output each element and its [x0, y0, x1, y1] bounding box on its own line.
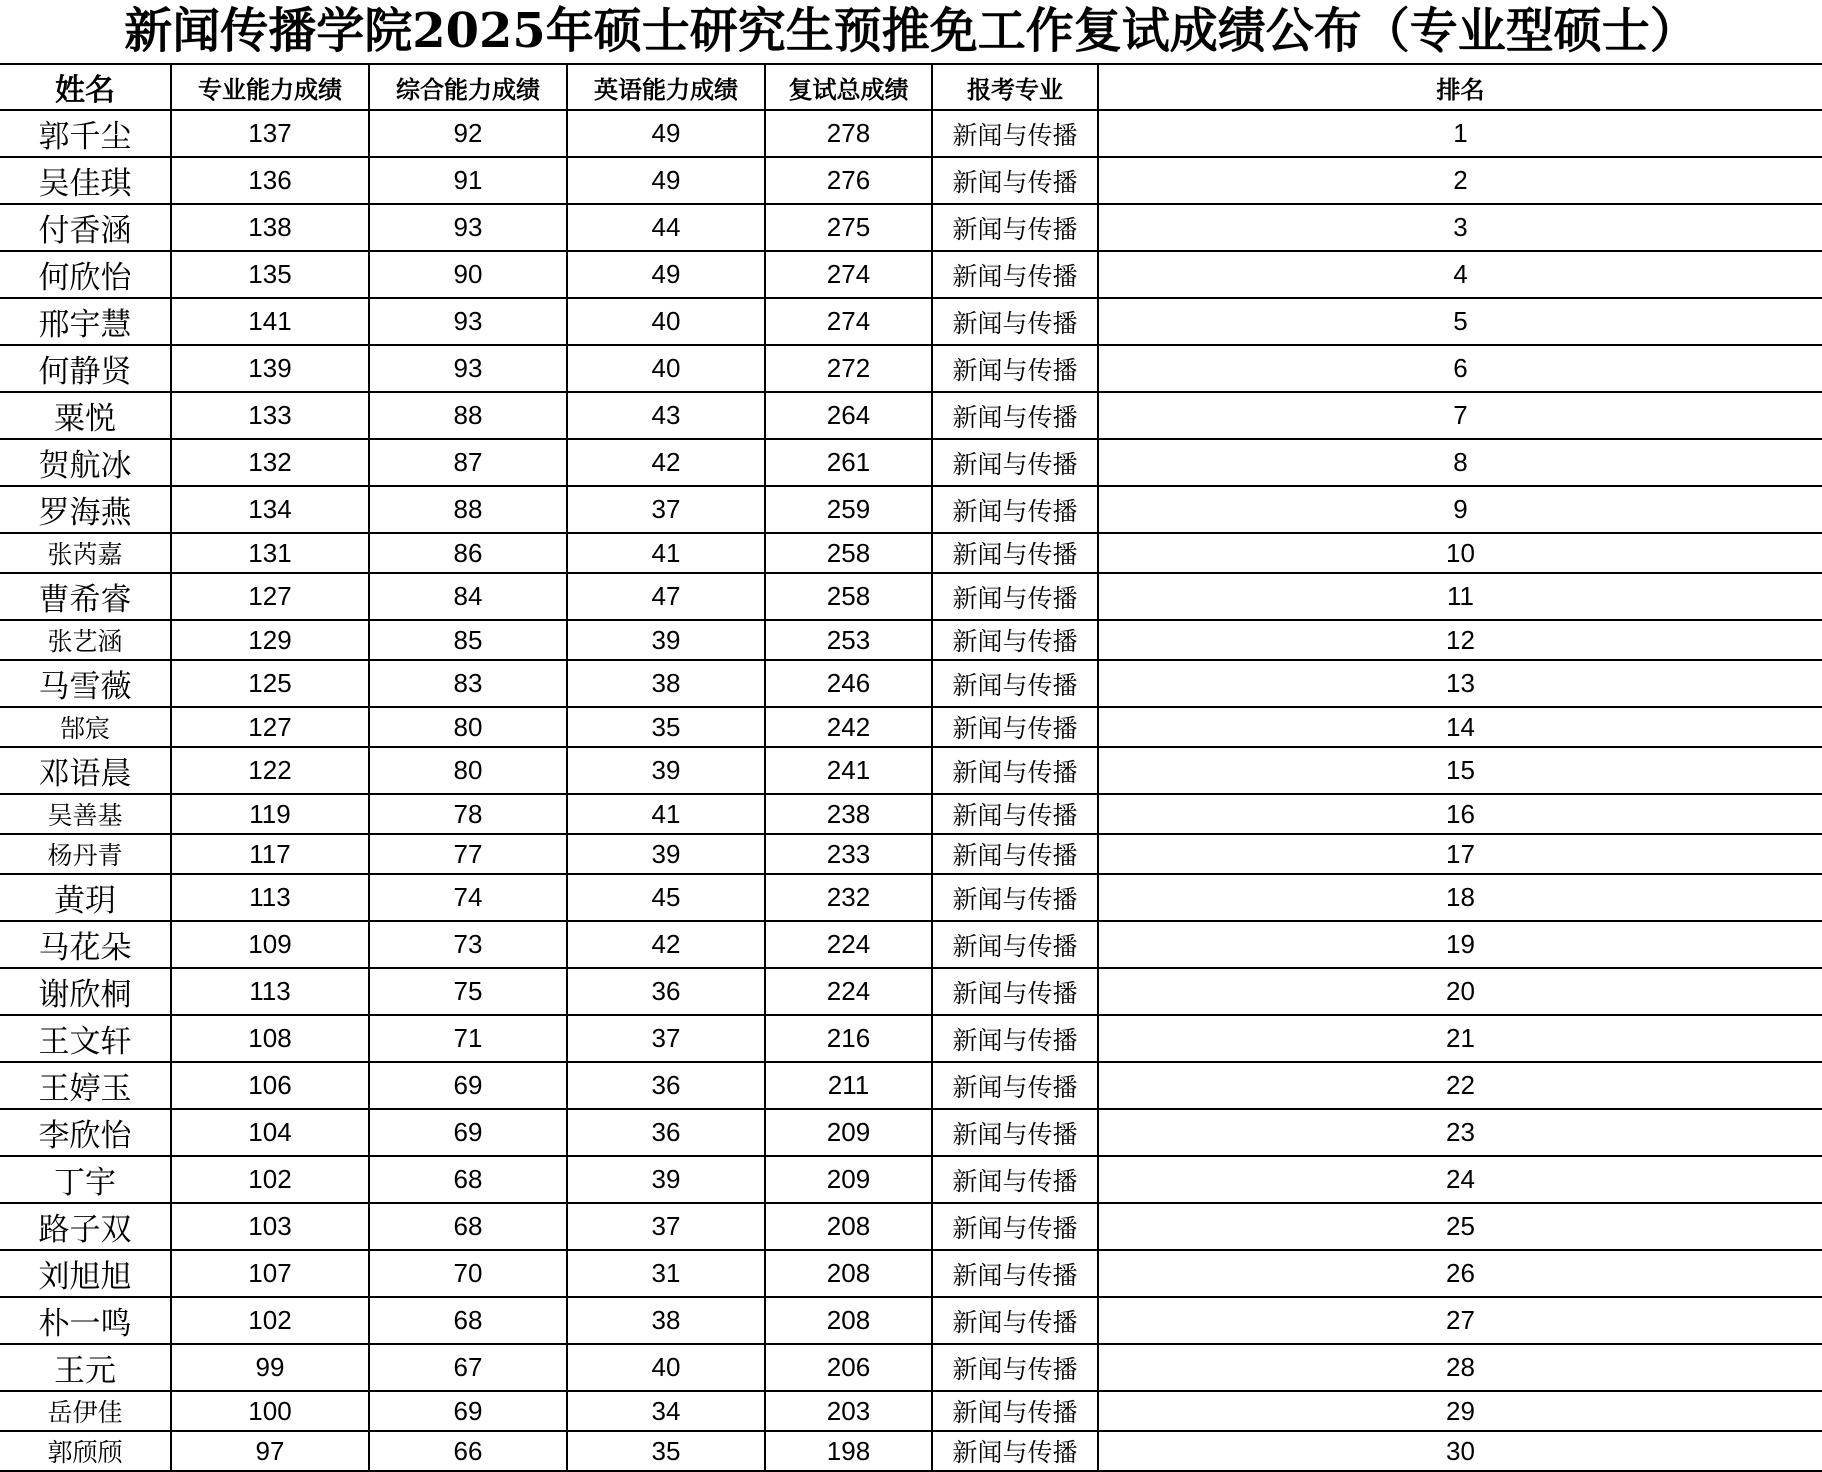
- cell-total: 232: [765, 874, 932, 921]
- cell-total: 258: [765, 573, 932, 620]
- cell-major: 新闻与传播: [932, 345, 1098, 392]
- cell-professional: 106: [171, 1062, 369, 1109]
- cell-name: 罗海燕: [0, 486, 171, 533]
- cell-english: 37: [567, 1015, 765, 1062]
- cell-comprehensive: 93: [369, 204, 567, 251]
- cell-major: 新闻与传播: [932, 298, 1098, 345]
- table-row: [0, 251, 1822, 298]
- cell-rank: 11: [1098, 573, 1822, 620]
- cell-major: 新闻与传播: [932, 794, 1098, 834]
- cell-rank: 15: [1098, 747, 1822, 794]
- cell-total: 274: [765, 298, 932, 345]
- table-row: [0, 533, 1822, 573]
- cell-name: 王文轩: [0, 1015, 171, 1062]
- cell-total: 224: [765, 921, 932, 968]
- table-row: [0, 392, 1822, 439]
- cell-major: 新闻与传播: [932, 486, 1098, 533]
- table-row: [0, 660, 1822, 707]
- cell-comprehensive: 85: [369, 620, 567, 660]
- cell-professional: 107: [171, 1250, 369, 1297]
- cell-total: 258: [765, 533, 932, 573]
- cell-total: 233: [765, 834, 932, 874]
- table-row: [0, 874, 1822, 921]
- cell-rank: 21: [1098, 1015, 1822, 1062]
- table-row: [0, 1391, 1822, 1431]
- cell-english: 40: [567, 1344, 765, 1391]
- cell-english: 47: [567, 573, 765, 620]
- cell-name: 张芮嘉: [0, 533, 171, 573]
- cell-name: 吴佳琪: [0, 157, 171, 204]
- cell-total: 208: [765, 1203, 932, 1250]
- table-row: [0, 110, 1822, 157]
- cell-name: 曹希睿: [0, 573, 171, 620]
- cell-major: 新闻与传播: [932, 1250, 1098, 1297]
- cell-professional: 139: [171, 345, 369, 392]
- cell-professional: 136: [171, 157, 369, 204]
- table-row: [0, 573, 1822, 620]
- cell-rank: 23: [1098, 1109, 1822, 1156]
- cell-english: 43: [567, 392, 765, 439]
- cell-major: 新闻与传播: [932, 747, 1098, 794]
- table-row: [0, 1250, 1822, 1297]
- cell-major: 新闻与传播: [932, 1344, 1098, 1391]
- cell-name: 马雪薇: [0, 660, 171, 707]
- cell-professional: 132: [171, 439, 369, 486]
- cell-comprehensive: 69: [369, 1109, 567, 1156]
- cell-english: 44: [567, 204, 765, 251]
- cell-english: 38: [567, 660, 765, 707]
- cell-name: 邢宇慧: [0, 298, 171, 345]
- cell-english: 35: [567, 1431, 765, 1471]
- cell-professional: 108: [171, 1015, 369, 1062]
- cell-total: 238: [765, 794, 932, 834]
- cell-total: 209: [765, 1156, 932, 1203]
- cell-name: 张艺涵: [0, 620, 171, 660]
- header-comprehensive: 综合能力成绩: [369, 64, 567, 110]
- cell-total: 259: [765, 486, 932, 533]
- cell-major: 新闻与传播: [932, 1109, 1098, 1156]
- cell-total: 278: [765, 110, 932, 157]
- header-professional: 专业能力成绩: [171, 64, 369, 110]
- cell-professional: 137: [171, 110, 369, 157]
- cell-major: 新闻与传播: [932, 251, 1098, 298]
- scores-table: [0, 63, 1822, 1472]
- cell-total: 272: [765, 345, 932, 392]
- cell-professional: 127: [171, 573, 369, 620]
- cell-major: 新闻与传播: [932, 110, 1098, 157]
- cell-rank: 8: [1098, 439, 1822, 486]
- cell-english: 40: [567, 298, 765, 345]
- cell-professional: 113: [171, 968, 369, 1015]
- table-row: [0, 1297, 1822, 1344]
- cell-professional: 138: [171, 204, 369, 251]
- cell-comprehensive: 83: [369, 660, 567, 707]
- table-row: [0, 1431, 1822, 1471]
- table-row: [0, 439, 1822, 486]
- cell-rank: 1: [1098, 110, 1822, 157]
- cell-name: 贺航冰: [0, 439, 171, 486]
- cell-major: 新闻与传播: [932, 533, 1098, 573]
- cell-english: 42: [567, 921, 765, 968]
- cell-professional: 103: [171, 1203, 369, 1250]
- table-row: [0, 794, 1822, 834]
- cell-professional: 127: [171, 707, 369, 747]
- cell-comprehensive: 88: [369, 392, 567, 439]
- cell-rank: 20: [1098, 968, 1822, 1015]
- page-title: 新闻传播学院2025年硕士研究生预推免工作复试成绩公布（专业型硕士）: [124, 3, 1698, 59]
- cell-rank: 13: [1098, 660, 1822, 707]
- cell-professional: 97: [171, 1431, 369, 1471]
- cell-comprehensive: 73: [369, 921, 567, 968]
- table-row: [0, 1015, 1822, 1062]
- cell-total: 203: [765, 1391, 932, 1431]
- table-body: [0, 110, 1822, 1471]
- cell-total: 211: [765, 1062, 932, 1109]
- cell-rank: 2: [1098, 157, 1822, 204]
- cell-rank: 12: [1098, 620, 1822, 660]
- cell-major: 新闻与传播: [932, 874, 1098, 921]
- cell-major: 新闻与传播: [932, 1297, 1098, 1344]
- cell-rank: 7: [1098, 392, 1822, 439]
- cell-major: 新闻与传播: [932, 707, 1098, 747]
- table-row: [0, 345, 1822, 392]
- table-row: [0, 1344, 1822, 1391]
- cell-major: 新闻与传播: [932, 1062, 1098, 1109]
- table-row: [0, 834, 1822, 874]
- cell-professional: 99: [171, 1344, 369, 1391]
- cell-english: 45: [567, 874, 765, 921]
- cell-major: 新闻与传播: [932, 1015, 1098, 1062]
- cell-total: 275: [765, 204, 932, 251]
- cell-rank: 17: [1098, 834, 1822, 874]
- cell-name: 郭千尘: [0, 110, 171, 157]
- cell-name: 岳伊佳: [0, 1391, 171, 1431]
- cell-rank: 3: [1098, 204, 1822, 251]
- header-major: 报考专业: [932, 64, 1098, 110]
- cell-english: 39: [567, 620, 765, 660]
- cell-rank: 14: [1098, 707, 1822, 747]
- cell-total: 246: [765, 660, 932, 707]
- cell-professional: 109: [171, 921, 369, 968]
- cell-name: 王婷玉: [0, 1062, 171, 1109]
- cell-name: 谢欣桐: [0, 968, 171, 1015]
- cell-professional: 119: [171, 794, 369, 834]
- cell-total: 264: [765, 392, 932, 439]
- cell-rank: 4: [1098, 251, 1822, 298]
- cell-total: 208: [765, 1297, 932, 1344]
- cell-comprehensive: 77: [369, 834, 567, 874]
- cell-comprehensive: 75: [369, 968, 567, 1015]
- cell-comprehensive: 91: [369, 157, 567, 204]
- cell-english: 38: [567, 1297, 765, 1344]
- cell-comprehensive: 78: [369, 794, 567, 834]
- cell-name: 李欣怡: [0, 1109, 171, 1156]
- header-total: 复试总成绩: [765, 64, 932, 110]
- cell-english: 49: [567, 251, 765, 298]
- cell-professional: 141: [171, 298, 369, 345]
- table-row: [0, 747, 1822, 794]
- cell-major: 新闻与传播: [932, 1156, 1098, 1203]
- cell-rank: 27: [1098, 1297, 1822, 1344]
- cell-english: 31: [567, 1250, 765, 1297]
- table-row: [0, 1203, 1822, 1250]
- cell-major: 新闻与传播: [932, 620, 1098, 660]
- cell-rank: 6: [1098, 345, 1822, 392]
- cell-name: 王元: [0, 1344, 171, 1391]
- cell-english: 39: [567, 834, 765, 874]
- cell-rank: 10: [1098, 533, 1822, 573]
- cell-professional: 131: [171, 533, 369, 573]
- cell-name: 马花朵: [0, 921, 171, 968]
- cell-major: 新闻与传播: [932, 1431, 1098, 1471]
- header-english: 英语能力成绩: [567, 64, 765, 110]
- cell-name: 郜宸: [0, 707, 171, 747]
- table-row: [0, 968, 1822, 1015]
- cell-major: 新闻与传播: [932, 1391, 1098, 1431]
- cell-comprehensive: 68: [369, 1156, 567, 1203]
- cell-english: 36: [567, 1109, 765, 1156]
- cell-english: 34: [567, 1391, 765, 1431]
- cell-professional: 117: [171, 834, 369, 874]
- cell-rank: 18: [1098, 874, 1822, 921]
- cell-comprehensive: 87: [369, 439, 567, 486]
- cell-rank: 22: [1098, 1062, 1822, 1109]
- cell-name: 何欣怡: [0, 251, 171, 298]
- cell-english: 41: [567, 794, 765, 834]
- cell-rank: 28: [1098, 1344, 1822, 1391]
- cell-english: 39: [567, 1156, 765, 1203]
- cell-rank: 5: [1098, 298, 1822, 345]
- cell-professional: 122: [171, 747, 369, 794]
- cell-comprehensive: 86: [369, 533, 567, 573]
- cell-rank: 29: [1098, 1391, 1822, 1431]
- cell-professional: 102: [171, 1156, 369, 1203]
- cell-name: 朴一鸣: [0, 1297, 171, 1344]
- cell-english: 36: [567, 968, 765, 1015]
- cell-english: 37: [567, 486, 765, 533]
- cell-name: 粟悦: [0, 392, 171, 439]
- cell-major: 新闻与传播: [932, 157, 1098, 204]
- cell-total: 208: [765, 1250, 932, 1297]
- cell-english: 49: [567, 110, 765, 157]
- cell-professional: 135: [171, 251, 369, 298]
- table-row: [0, 298, 1822, 345]
- cell-rank: 19: [1098, 921, 1822, 968]
- cell-comprehensive: 80: [369, 747, 567, 794]
- cell-english: 41: [567, 533, 765, 573]
- cell-name: 郭颀颀: [0, 1431, 171, 1471]
- cell-major: 新闻与传播: [932, 392, 1098, 439]
- cell-comprehensive: 80: [369, 707, 567, 747]
- cell-major: 新闻与传播: [932, 1203, 1098, 1250]
- cell-comprehensive: 93: [369, 298, 567, 345]
- cell-major: 新闻与传播: [932, 834, 1098, 874]
- cell-major: 新闻与传播: [932, 439, 1098, 486]
- cell-professional: 133: [171, 392, 369, 439]
- cell-english: 42: [567, 439, 765, 486]
- cell-name: 付香涵: [0, 204, 171, 251]
- cell-english: 49: [567, 157, 765, 204]
- table-row: [0, 486, 1822, 533]
- cell-total: 241: [765, 747, 932, 794]
- cell-name: 刘旭旭: [0, 1250, 171, 1297]
- cell-total: 276: [765, 157, 932, 204]
- table-header-row: [0, 64, 1822, 110]
- cell-comprehensive: 88: [369, 486, 567, 533]
- cell-professional: 134: [171, 486, 369, 533]
- cell-rank: 16: [1098, 794, 1822, 834]
- table-row: [0, 1156, 1822, 1203]
- cell-rank: 24: [1098, 1156, 1822, 1203]
- table-row: [0, 620, 1822, 660]
- cell-english: 40: [567, 345, 765, 392]
- cell-rank: 25: [1098, 1203, 1822, 1250]
- cell-name: 丁宇: [0, 1156, 171, 1203]
- cell-total: 242: [765, 707, 932, 747]
- table-row: [0, 157, 1822, 204]
- cell-comprehensive: 68: [369, 1203, 567, 1250]
- cell-major: 新闻与传播: [932, 660, 1098, 707]
- cell-comprehensive: 70: [369, 1250, 567, 1297]
- cell-total: 224: [765, 968, 932, 1015]
- table-row: [0, 1109, 1822, 1156]
- cell-total: 206: [765, 1344, 932, 1391]
- table-row: [0, 707, 1822, 747]
- cell-name: 吴善基: [0, 794, 171, 834]
- cell-professional: 100: [171, 1391, 369, 1431]
- cell-total: 198: [765, 1431, 932, 1471]
- cell-comprehensive: 93: [369, 345, 567, 392]
- cell-major: 新闻与传播: [932, 573, 1098, 620]
- cell-major: 新闻与传播: [932, 921, 1098, 968]
- cell-total: 216: [765, 1015, 932, 1062]
- cell-english: 36: [567, 1062, 765, 1109]
- cell-professional: 129: [171, 620, 369, 660]
- cell-name: 何静贤: [0, 345, 171, 392]
- cell-professional: 113: [171, 874, 369, 921]
- table-row: [0, 921, 1822, 968]
- table-row: [0, 204, 1822, 251]
- cell-comprehensive: 90: [369, 251, 567, 298]
- cell-comprehensive: 92: [369, 110, 567, 157]
- cell-name: 邓语晨: [0, 747, 171, 794]
- table-row: [0, 1062, 1822, 1109]
- cell-total: 261: [765, 439, 932, 486]
- cell-comprehensive: 84: [369, 573, 567, 620]
- cell-comprehensive: 74: [369, 874, 567, 921]
- header-name: 姓名: [0, 64, 171, 110]
- cell-rank: 30: [1098, 1431, 1822, 1471]
- cell-comprehensive: 69: [369, 1062, 567, 1109]
- cell-english: 37: [567, 1203, 765, 1250]
- cell-english: 35: [567, 707, 765, 747]
- cell-rank: 26: [1098, 1250, 1822, 1297]
- cell-major: 新闻与传播: [932, 968, 1098, 1015]
- cell-total: 274: [765, 251, 932, 298]
- cell-rank: 9: [1098, 486, 1822, 533]
- cell-name: 黄玥: [0, 874, 171, 921]
- cell-comprehensive: 66: [369, 1431, 567, 1471]
- cell-major: 新闻与传播: [932, 204, 1098, 251]
- cell-total: 253: [765, 620, 932, 660]
- cell-name: 杨丹青: [0, 834, 171, 874]
- cell-professional: 125: [171, 660, 369, 707]
- cell-english: 39: [567, 747, 765, 794]
- cell-comprehensive: 69: [369, 1391, 567, 1431]
- cell-name: 路子双: [0, 1203, 171, 1250]
- cell-comprehensive: 71: [369, 1015, 567, 1062]
- cell-comprehensive: 68: [369, 1297, 567, 1344]
- cell-professional: 102: [171, 1297, 369, 1344]
- header-rank: 排名: [1098, 64, 1822, 110]
- cell-total: 209: [765, 1109, 932, 1156]
- cell-comprehensive: 67: [369, 1344, 567, 1391]
- cell-professional: 104: [171, 1109, 369, 1156]
